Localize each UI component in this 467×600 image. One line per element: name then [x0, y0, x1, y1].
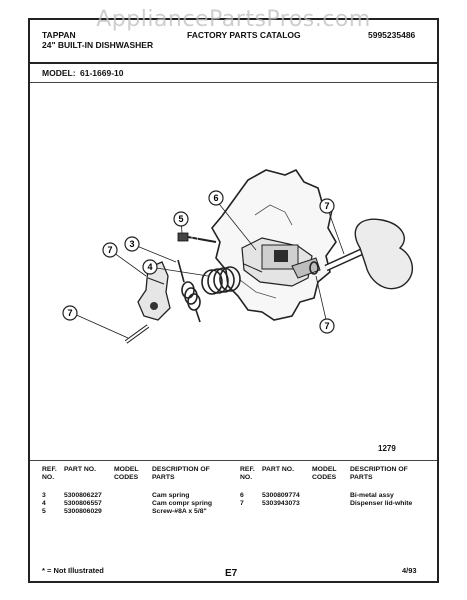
screw-5 — [178, 233, 216, 242]
desc-cell: Screw-#8A x 5/8" — [152, 508, 207, 515]
codes-cell — [310, 492, 348, 500]
brand-label: TAPPAN — [42, 30, 76, 40]
codes-cell — [112, 508, 150, 516]
desc-cell: Cam compr spring — [152, 500, 213, 507]
part-cell: 5303943073 — [262, 500, 300, 507]
table-header-row — [40, 466, 235, 482]
desc-cell: Dispenser lid-white — [350, 500, 413, 507]
callout-label: 3 — [129, 239, 135, 249]
part-cell: 5300806029 — [64, 508, 102, 515]
callout-3 — [125, 237, 176, 262]
codes-cell — [112, 500, 150, 508]
figure-number: 1279 — [378, 444, 396, 453]
col-codes: MODEL CODES — [114, 466, 139, 481]
dispenser-lid — [326, 219, 412, 288]
callout-4 — [143, 260, 208, 276]
pin — [126, 326, 148, 342]
table-row — [238, 492, 433, 500]
catalog-title: FACTORY PARTS CATALOG — [187, 30, 301, 40]
catalog-number: 5995235486 — [368, 30, 416, 40]
part-cell: 5300809774 — [262, 492, 300, 499]
ref-cell: 4 — [42, 500, 46, 507]
callout-label: 7 — [107, 245, 113, 255]
col-desc: DESCRIPTION OF PARTS — [350, 466, 408, 481]
table-row — [40, 500, 235, 508]
product-label: 24" BUILT-IN DISHWASHER — [42, 40, 154, 50]
table-row — [40, 508, 235, 516]
col-ref: REF. NO. — [240, 466, 255, 481]
callout-7-left-top — [103, 243, 146, 276]
callout-7-right-bottom — [316, 276, 334, 333]
table-row — [40, 492, 235, 500]
col-part: PART NO. — [64, 466, 96, 473]
ref-cell: 3 — [42, 492, 46, 499]
col-desc: DESCRIPTION OF PARTS — [152, 466, 210, 481]
exploded-parts-diagram — [30, 20, 437, 350]
part-cell: 5300806557 — [64, 500, 102, 507]
callout-label: 7 — [324, 201, 330, 211]
parts-table-left — [40, 466, 235, 516]
parts-catalog-page — [28, 18, 439, 583]
parts-table-right — [238, 466, 433, 508]
watermark: AppliancePartsPros.com — [96, 7, 371, 32]
model-label: MODEL: — [42, 68, 76, 78]
ref-cell: 5 — [42, 508, 46, 515]
footnote: * = Not Illustrated — [42, 566, 104, 575]
page-number: E7 — [225, 568, 238, 579]
callout-7-left-bottom — [63, 306, 128, 338]
callout-label: 7 — [324, 321, 330, 331]
desc-cell: Cam spring — [152, 492, 190, 499]
part-cell: 5300806227 — [64, 492, 102, 499]
callout-label: 6 — [213, 193, 219, 203]
callout-5 — [174, 212, 188, 233]
col-part: PART NO. — [262, 466, 294, 473]
model-value: 61-1669-10 — [80, 68, 124, 78]
table-header-row — [238, 466, 433, 482]
callout-label: 7 — [67, 308, 73, 318]
cam-spring — [178, 260, 200, 322]
table-row — [238, 500, 433, 508]
col-codes: MODEL CODES — [312, 466, 337, 481]
desc-cell: Bi-metal assy — [350, 492, 394, 499]
callout-label: 4 — [147, 262, 153, 272]
codes-cell — [310, 500, 348, 508]
revision-date: 4/93 — [402, 566, 417, 575]
codes-cell — [112, 492, 150, 500]
table-top-rule — [30, 460, 437, 461]
callout-label: 5 — [178, 214, 184, 224]
ref-cell: 6 — [240, 492, 244, 499]
col-ref: REF. NO. — [42, 466, 57, 481]
ref-cell: 7 — [240, 500, 244, 507]
